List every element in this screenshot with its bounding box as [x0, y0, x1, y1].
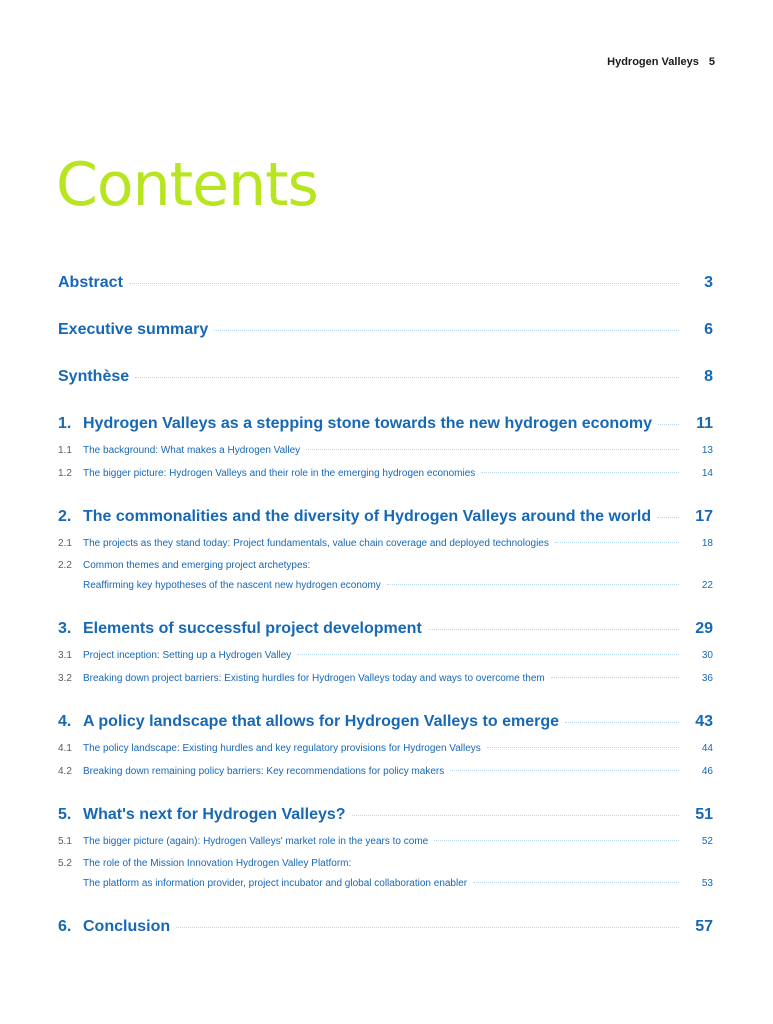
- dot-leader: [129, 283, 679, 284]
- running-header: [607, 56, 715, 68]
- dot-leader: [214, 330, 679, 331]
- page-title: Contents: [56, 150, 318, 220]
- toc-entry-section-3-2[interactable]: [58, 673, 713, 684]
- toc-entry-synthese[interactable]: [58, 368, 713, 386]
- toc-entry-section-2-2-cont[interactable]: [58, 580, 713, 591]
- dot-leader: [473, 882, 679, 883]
- dot-leader: [481, 472, 679, 473]
- toc-entry-label: Elements of successful project development: [83, 620, 422, 637]
- toc-entry-label: Breaking down project barriers: Existing hurdles for Hydrogen Valleys today and ways to overcome them: [83, 673, 545, 684]
- toc-entry-number: 5.2: [58, 858, 72, 869]
- dot-leader: [297, 654, 679, 655]
- toc-entry-label: A policy landscape that allows for Hydrogen Valleys to emerge: [83, 713, 559, 730]
- dot-leader: [450, 770, 679, 771]
- dot-leader: [658, 424, 679, 425]
- toc-entry-label-line1: The role of the Mission Innovation Hydrogen Valley Platform:: [83, 858, 352, 869]
- toc-entry-executive-summary[interactable]: [58, 321, 713, 339]
- toc-entry-page: 46: [701, 766, 713, 777]
- toc-entry-label: Conclusion: [83, 918, 171, 935]
- toc-entry-label: Reaffirming key hypotheses of the nascent new hydrogen economy: [83, 580, 381, 591]
- toc-entry-section-1-1[interactable]: [58, 445, 713, 456]
- toc-entry-number: 4.: [58, 713, 72, 730]
- toc-entry-number: 1.: [58, 415, 72, 432]
- toc-entry-section-5-1[interactable]: [58, 836, 713, 847]
- toc-entry-label: The bigger picture (again): Hydrogen Valleys' market role in the years to come: [83, 836, 429, 847]
- dot-leader: [135, 377, 679, 378]
- toc-entry-section-1[interactable]: [58, 415, 713, 433]
- page-number: 5: [708, 56, 715, 68]
- dot-leader: [306, 449, 679, 450]
- toc-entry-number: 1.2: [58, 468, 72, 479]
- toc-entry-number: 3.: [58, 620, 72, 637]
- toc-entry-section-5[interactable]: [58, 806, 713, 824]
- toc-entry-section-2-1[interactable]: [58, 538, 713, 549]
- toc-entry-label: The projects as they stand today: Project fundamentals, value chain coverage and deployed technologies: [83, 538, 549, 549]
- dot-leader: [555, 542, 679, 543]
- toc-entry-page: 6: [704, 321, 713, 338]
- dot-leader: [387, 584, 679, 585]
- toc-entry-section-3[interactable]: [58, 620, 713, 638]
- toc-entry-label: Breaking down remaining policy barriers: Key recommendations for policy makers: [83, 766, 445, 777]
- dot-leader: [434, 840, 679, 841]
- toc-entry-label: The policy landscape: Existing hurdles and key regulatory provisions for Hydrogen Valleys: [83, 743, 481, 754]
- toc-entry-section-4[interactable]: [58, 713, 713, 731]
- toc-entry-section-4-1[interactable]: [58, 743, 713, 754]
- toc-entry-page: 17: [695, 508, 713, 525]
- toc-entry-number: 3.1: [58, 650, 72, 661]
- toc-entry-page: 8: [704, 368, 713, 385]
- toc-entry-page: 51: [695, 806, 713, 823]
- dot-leader: [551, 677, 679, 678]
- toc-entry-section-2-2[interactable]: [58, 560, 713, 571]
- toc-entry-label: The commonalities and the diversity of Hydrogen Valleys around the world: [83, 508, 652, 525]
- toc-entry-section-4-2[interactable]: [58, 766, 713, 777]
- dot-leader: [176, 927, 679, 928]
- dot-leader: [352, 815, 679, 816]
- toc-entry-label: What's next for Hydrogen Valleys?: [83, 806, 346, 823]
- toc-entry-page: 43: [695, 713, 713, 730]
- toc-entry-label-line1: Common themes and emerging project archetypes:: [83, 560, 311, 571]
- toc-entry-section-1-2[interactable]: [58, 468, 713, 479]
- dot-leader: [487, 747, 679, 748]
- toc-entry-number: 5.: [58, 806, 72, 823]
- toc-entry-label: Hydrogen Valleys as a stepping stone towards the new hydrogen economy: [83, 415, 653, 432]
- toc-entry-number: 1.1: [58, 445, 72, 456]
- toc-entry-number: 4.1: [58, 743, 72, 754]
- toc-entry-label: The bigger picture: Hydrogen Valleys and their role in the emerging hydrogen economies: [83, 468, 476, 479]
- toc-entry-number: 4.2: [58, 766, 72, 777]
- toc-entry-page: 29: [695, 620, 713, 637]
- toc-entry-number: 3.2: [58, 673, 72, 684]
- toc-entry-page: 36: [701, 673, 713, 684]
- toc-entry-label: Executive summary: [58, 321, 209, 338]
- toc-entry-number: 2.1: [58, 538, 72, 549]
- toc-entry-label: Project inception: Setting up a Hydrogen Valley: [83, 650, 292, 661]
- toc-entry-page: 18: [701, 538, 713, 549]
- toc-entry-section-5-2[interactable]: [58, 858, 713, 869]
- toc-entry-label: Synthèse: [58, 368, 130, 385]
- toc-entry-page: 44: [701, 743, 713, 754]
- toc-entry-label: The platform as information provider, project incubator and global collaboration enabler: [83, 878, 468, 889]
- toc-entry-section-2[interactable]: [58, 508, 713, 526]
- toc-entry-abstract[interactable]: [58, 274, 713, 292]
- dot-leader: [565, 722, 679, 723]
- toc-entry-page: 30: [701, 650, 713, 661]
- dot-leader: [428, 629, 679, 630]
- toc-entry-label: The background: What makes a Hydrogen Valley: [83, 445, 301, 456]
- toc-entry-page: 53: [701, 878, 713, 889]
- toc-entry-label: Abstract: [58, 274, 123, 291]
- toc-entry-number: 5.1: [58, 836, 72, 847]
- toc-entry-page: 11: [696, 415, 713, 432]
- toc-entry-page: 13: [701, 445, 713, 456]
- toc-entry-page: 22: [701, 580, 713, 591]
- toc-entry-number: 6.: [58, 918, 72, 935]
- toc-entry-page: 52: [701, 836, 713, 847]
- toc-entry-number: 2.2: [58, 560, 72, 571]
- toc-entry-section-6[interactable]: [58, 918, 713, 936]
- toc-entry-section-3-1[interactable]: [58, 650, 713, 661]
- toc-entry-page: 57: [695, 918, 713, 935]
- toc-entry-number: 2.: [58, 508, 72, 525]
- toc-entry-section-5-2-cont[interactable]: [58, 878, 713, 889]
- running-header-title: Hydrogen Valleys: [607, 56, 699, 68]
- dot-leader: [657, 517, 679, 518]
- toc-entry-page: 14: [701, 468, 713, 479]
- toc-entry-page: 3: [704, 274, 713, 291]
